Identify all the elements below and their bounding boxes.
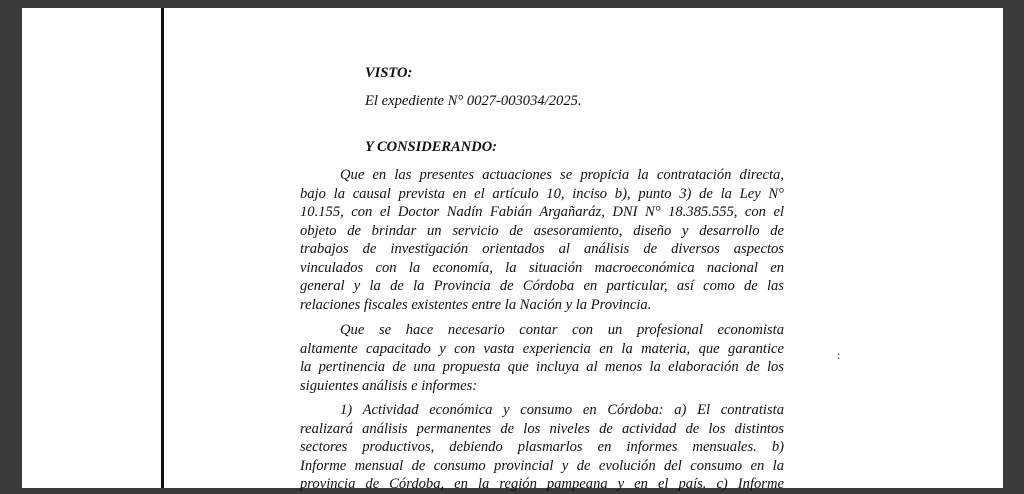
- visto-heading: VISTO:: [365, 65, 413, 81]
- paragraph-line: sectores productivos, debiendo plasmarlos en informes mensuales. b): [300, 439, 784, 455]
- expediente-text: El expediente N° 0027-003034/2025.: [365, 93, 582, 109]
- paragraph-1: [300, 166, 784, 314]
- paragraph-line: vinculados con la economía, la situación macroeconómica nacional en: [300, 259, 784, 276]
- paragraph-line: realizará análisis permanentes de los niveles de actividad de los distintos: [300, 420, 784, 437]
- paragraph-line: general y la de la Provincia de Córdoba en particular, así como de las: [300, 278, 784, 294]
- paragraph-2: [300, 321, 784, 395]
- paragraph-line: relaciones fiscales existentes entre la Nación y la Provincia.: [300, 296, 652, 313]
- viewer-top-bar: [0, 0, 1024, 8]
- considerando-heading: Y CONSIDERANDO:: [365, 139, 497, 155]
- page-margin-rule: [161, 8, 164, 488]
- paragraph-line: trabajos de investigación orientados al análisis de diversos aspectos: [300, 241, 784, 257]
- paragraph-line: 1) Actividad económica y consumo en Córdoba: a) El contratista: [340, 402, 784, 418]
- paragraph-line: provincia de Córdoba, en la región pampeana y en el país. c) Informe: [300, 476, 784, 492]
- paragraph-line: objeto de brindar un servicio de asesoramiento, diseño y desarrollo de: [300, 222, 784, 239]
- paragraph-3: [300, 401, 784, 494]
- paragraph-line: la pertinencia de una propuesta que incluya al menos la elaboración de los: [300, 359, 784, 375]
- paragraph-line: Que en las presentes actuaciones se propicia la contratación directa,: [340, 167, 784, 183]
- paragraph-line: altamente capacitado y con vasta experiencia en la materia, que garantice: [300, 340, 784, 357]
- margin-mark: :: [837, 348, 841, 362]
- paragraph-line: 10.155, con el Doctor Nadín Fabián Argañaráz, DNI N° 18.385.555, con el: [300, 204, 784, 220]
- paragraph-line: Informe mensual de consumo provincial y de evolución del consumo en la: [300, 457, 784, 474]
- document-page: [22, 8, 1003, 492]
- paragraph-line: bajo la causal prevista en el artículo 10, inciso b), punto 3) de la Ley N°: [300, 185, 784, 202]
- paragraph-line: siguientes análisis e informes:: [300, 377, 478, 394]
- paragraph-line: Que se hace necesario contar con un profesional economista: [340, 322, 784, 338]
